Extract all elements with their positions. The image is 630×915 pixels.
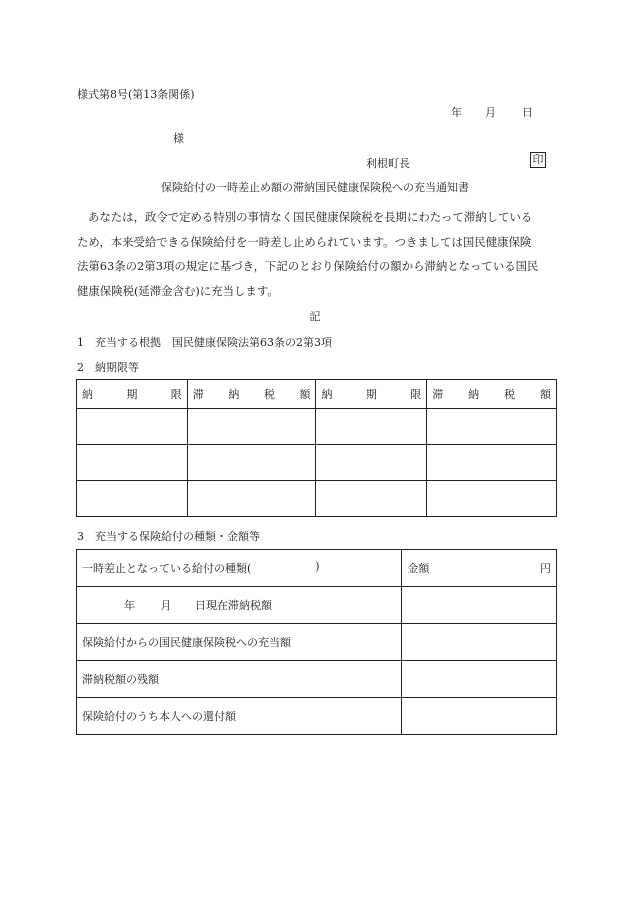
as-of-month: 月 (160, 599, 172, 612)
remaining-amount-label: 滞納税額の残額 (77, 661, 402, 698)
benefit-table (76, 549, 557, 735)
table-cell[interactable] (427, 445, 557, 481)
body-paragraph (77, 205, 557, 303)
document-title: 保険給付の一時差止め額の滞納国民健康保険税への充当通知書 (161, 181, 469, 194)
table-cell[interactable] (316, 481, 427, 517)
date-year-label: 年 (451, 106, 462, 119)
table-cell[interactable] (427, 409, 557, 445)
benefit-kind-cell (77, 550, 402, 587)
header-delinquent-amount: 滞 納 税 額 (187, 380, 316, 409)
as-of-date-cell (77, 587, 402, 624)
section-1-basis: 1 充当する根拠 国民健康保険法第63条の2第3項 (77, 336, 332, 349)
table-cell[interactable] (77, 445, 188, 481)
section-3-benefits: 3 充当する保険給付の種類・金額等 (77, 530, 260, 543)
table-row (77, 698, 557, 735)
table-row (77, 550, 557, 587)
refund-amount-label: 保険給付のうち本人への還付額 (77, 698, 402, 735)
table-cell[interactable] (427, 481, 557, 517)
due-date-table (76, 379, 557, 517)
body-line: あなたは，政令で定める特別の事情なく国民健康保険税を長期にわたって滞納している (88, 210, 533, 224)
date-month-label: 月 (485, 106, 496, 119)
table-cell[interactable] (187, 445, 316, 481)
table-row (77, 409, 557, 445)
table-cell[interactable] (402, 661, 557, 698)
addressee-suffix: 様 (173, 132, 184, 145)
applied-amount-label: 保険給付からの国民健康保険税への充当額 (77, 624, 402, 661)
table-header-row (77, 380, 557, 409)
table-cell[interactable] (402, 587, 557, 624)
table-cell[interactable] (187, 409, 316, 445)
ki-heading: 記 (309, 310, 321, 323)
section-2-due-dates: 2 納期限等 (77, 361, 139, 374)
as-of-year: 年 (124, 599, 135, 612)
body-line: 法第63条の2第3項の規定に基づき，下記のとおり保険給付の額から滞納となっている国民 (77, 259, 539, 273)
table-cell[interactable] (316, 409, 427, 445)
form-number: 様式第8号(第13条関係) (77, 88, 195, 101)
table-cell[interactable] (77, 481, 188, 517)
body-line: 健康保険税(延滞金含む)に充当します。 (77, 283, 279, 298)
as-of-tail: 日現在滞納税額 (195, 599, 272, 612)
header-due-date: 納 期 限 (316, 380, 427, 409)
header-due-date: 納 期 限 (77, 380, 188, 409)
amount-cell[interactable] (402, 550, 557, 587)
table-row (77, 624, 557, 661)
date-day-label: 日 (522, 106, 533, 119)
table-cell[interactable] (402, 698, 557, 735)
issuer-name: 利根町長 (366, 157, 410, 170)
body-line: ため，本来受給できる保険給付を一時差し止められています。つきましては国民健康保険 (77, 234, 532, 249)
seal-mark: 印 (530, 152, 546, 168)
table-row (77, 587, 557, 624)
table-row (77, 661, 557, 698)
table-row (77, 481, 557, 517)
table-row (77, 445, 557, 481)
table-cell[interactable] (316, 445, 427, 481)
table-cell[interactable] (77, 409, 188, 445)
table-cell[interactable] (187, 481, 316, 517)
benefit-kind-close: ) (315, 560, 320, 573)
header-delinquent-amount: 滞 納 税 額 (427, 380, 557, 409)
table-cell[interactable] (402, 624, 557, 661)
amount-label: 金額 (407, 562, 430, 575)
benefit-kind-label: 一時差止となっている給付の種類( (82, 562, 252, 575)
yen-unit: 円 (540, 562, 551, 575)
